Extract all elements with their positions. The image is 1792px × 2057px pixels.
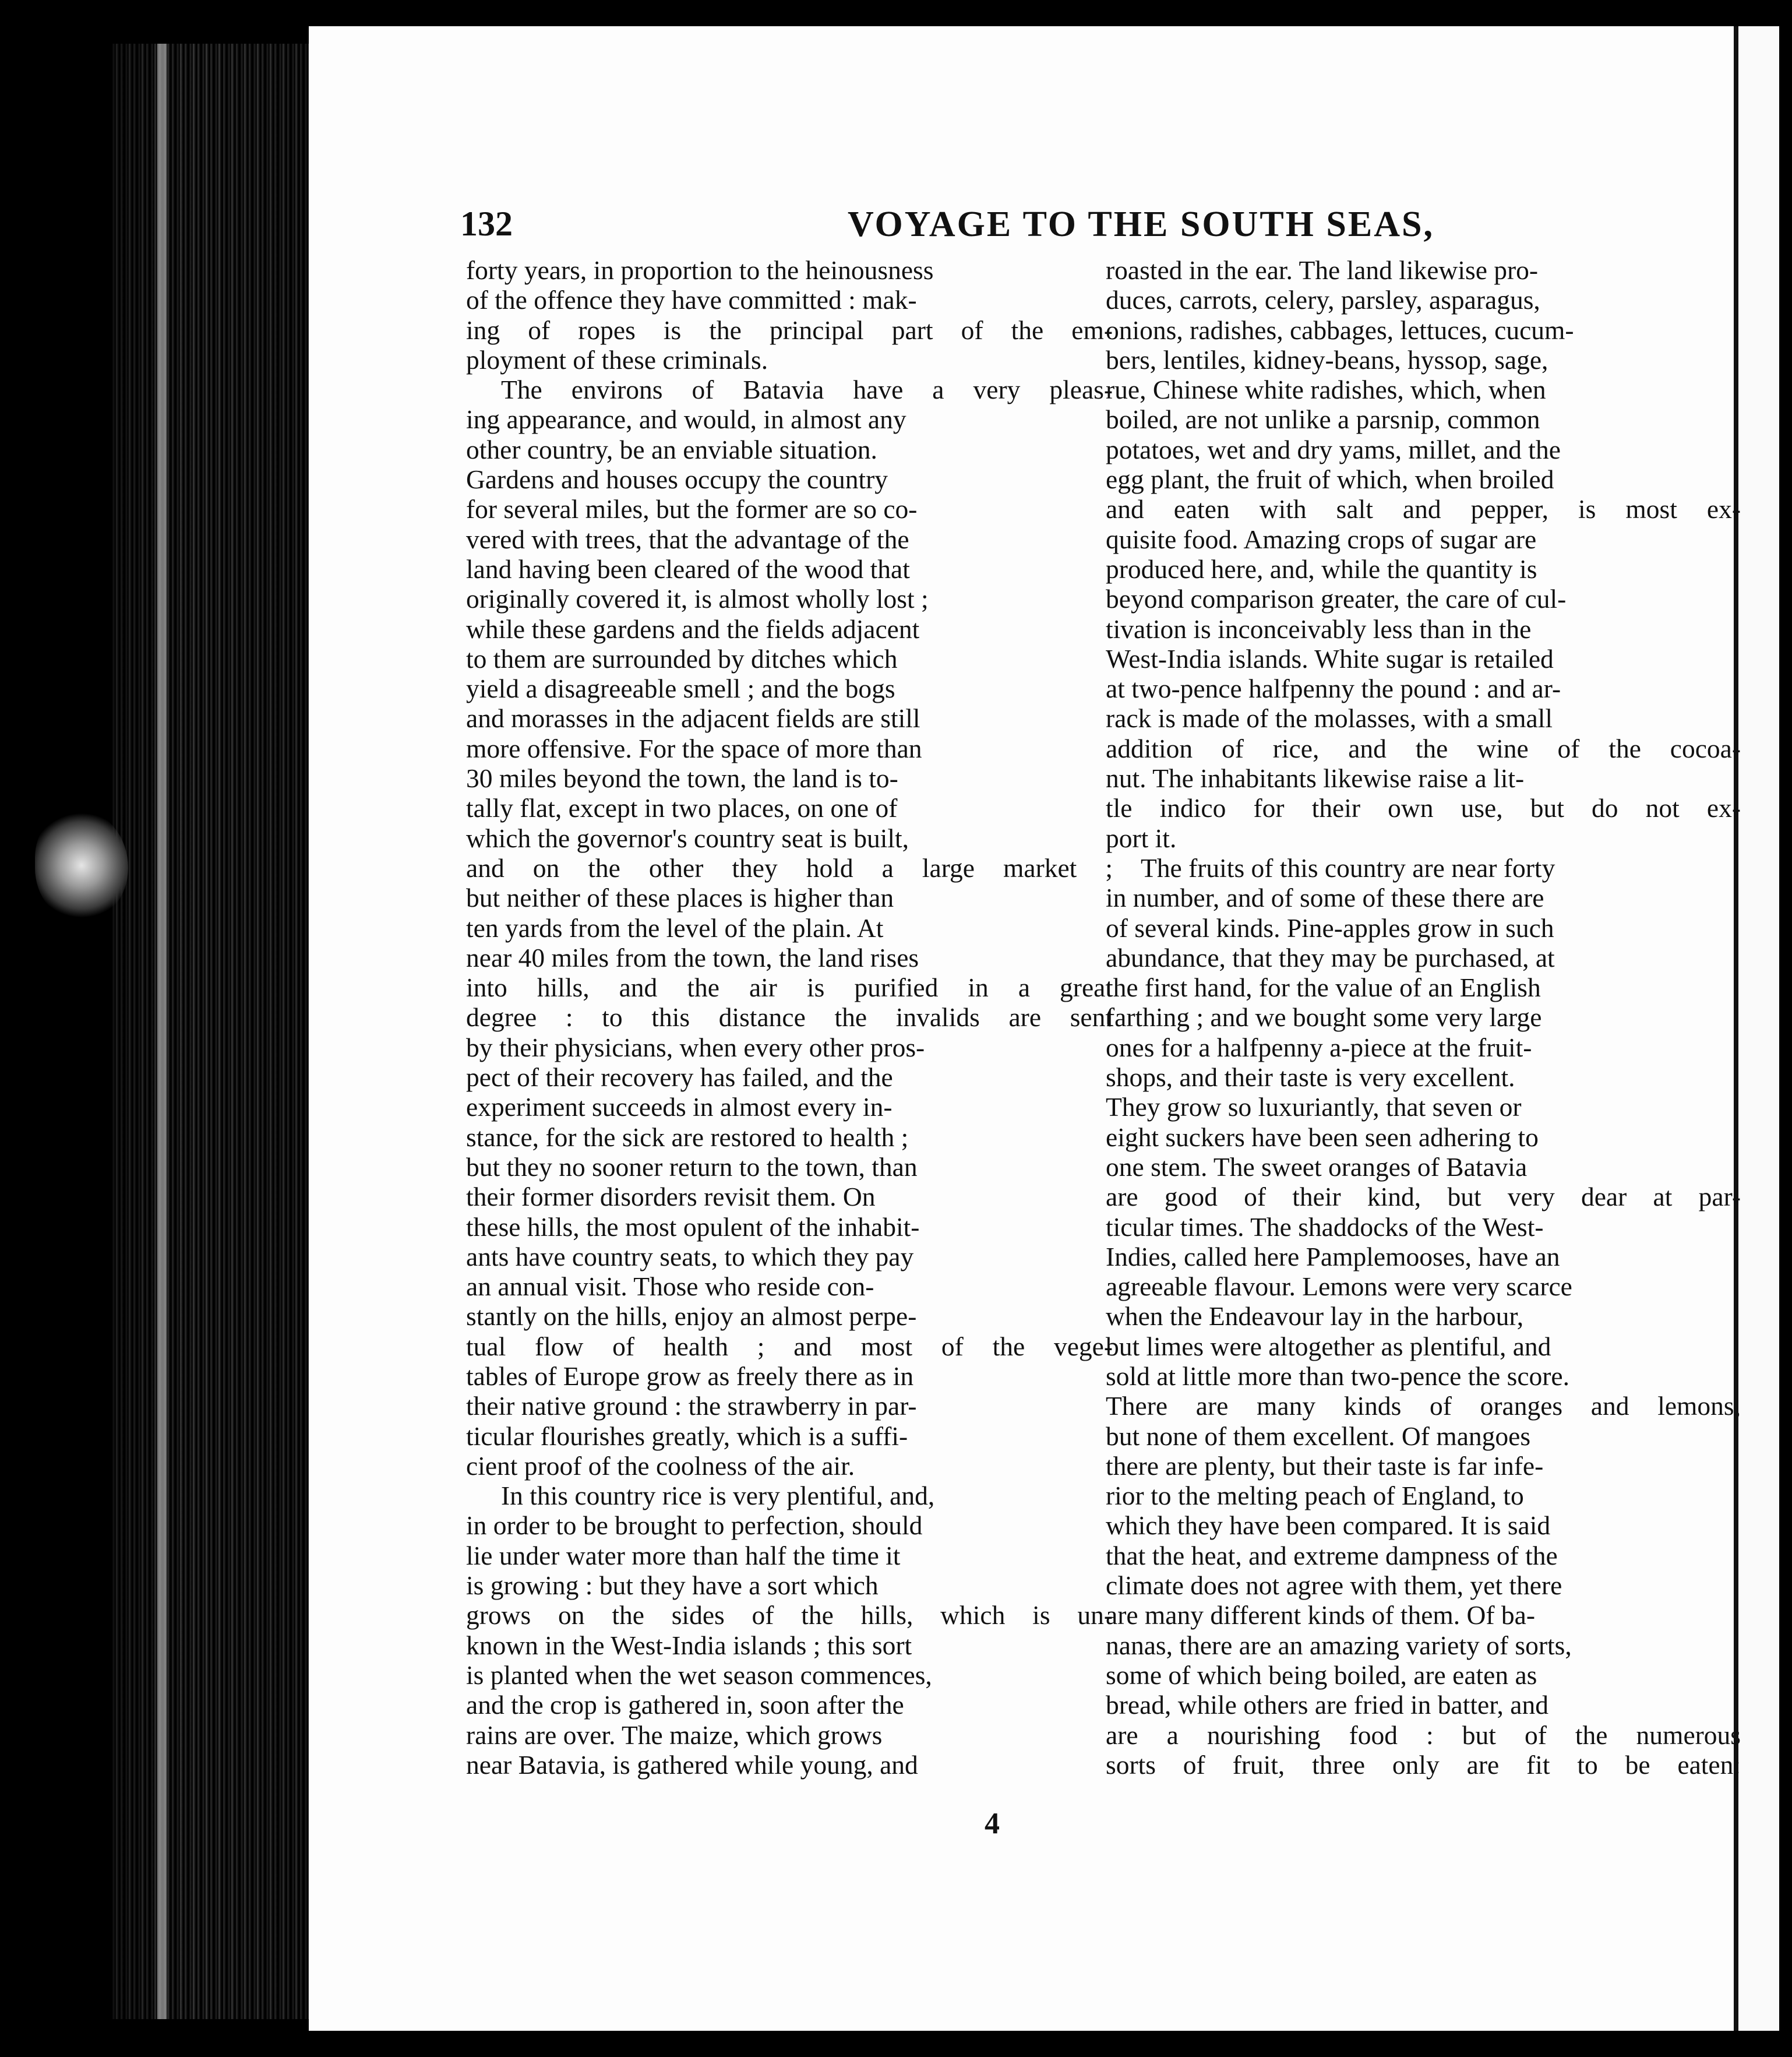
- text-line: tual flow of health ; and most of the vege-: [466, 1331, 1113, 1361]
- signature-mark: 4: [985, 1807, 1000, 1840]
- text-line: and the crop is gathered in, soon after the: [466, 1690, 904, 1720]
- text-line: of several kinds. Pine-apples grow in such: [1106, 913, 1554, 943]
- text-line: onions, radishes, cabbages, lettuces, cucum-: [1106, 315, 1574, 345]
- text-line: ticular times. The shaddocks of the West-: [1106, 1211, 1544, 1242]
- text-line: ticular flourishes greatly, which is a suffi-: [466, 1421, 908, 1451]
- text-line: are a nourishing food : but of the numerous: [1106, 1720, 1741, 1750]
- spine-shadow: [111, 44, 312, 2019]
- text-line: In this country rice is very plentiful, and,: [501, 1481, 935, 1511]
- text-line: are good of their kind, but very dear at par-: [1106, 1182, 1741, 1212]
- text-line: is planted when the wet season commences,: [466, 1660, 932, 1690]
- text-line: forty years, in proportion to the heinousness: [466, 255, 934, 285]
- text-line: ones for a halfpenny a-piece at the fruit-: [1106, 1032, 1532, 1062]
- right-column: [1106, 255, 1741, 1780]
- text-line: ten yards from the level of the plain. At: [466, 913, 884, 943]
- text-line: Gardens and houses occupy the country: [466, 464, 888, 495]
- text-line: near Batavia, is gathered while young, and: [466, 1749, 918, 1780]
- text-line: duces, carrots, celery, parsley, asparagus,: [1106, 285, 1540, 315]
- text-line: bread, while others are fried in batter, and: [1106, 1690, 1548, 1720]
- running-head: VOYAGE TO THE SOUTH SEAS,: [848, 205, 1434, 244]
- text-line: while these gardens and the fields adjacent: [466, 614, 920, 644]
- text-line: by their physicians, when every other pros-: [466, 1032, 925, 1062]
- text-line: in number, and of some of these there are: [1106, 883, 1544, 913]
- text-line: stance, for the sick are restored to health ;: [466, 1122, 909, 1152]
- text-line: ing appearance, and would, in almost any: [466, 404, 906, 435]
- text-line: and on the other they hold a large market ;: [466, 853, 1113, 883]
- text-line: rack is made of the molasses, with a small: [1106, 703, 1553, 734]
- text-line: land having been cleared of the wood that: [466, 554, 910, 584]
- text-line: bers, lentiles, kidney-beans, hyssop, sage,: [1106, 344, 1548, 375]
- text-line: some of which being boiled, are eaten as: [1106, 1660, 1537, 1690]
- text-line: which they have been compared. It is said: [1106, 1510, 1551, 1541]
- text-line: There are many kinds of oranges and lemons,: [1106, 1391, 1741, 1421]
- text-line: 30 miles beyond the town, the land is to-: [466, 763, 898, 794]
- text-line: yield a disagreeable smell ; and the bogs: [466, 674, 895, 704]
- text-line: cient proof of the coolness of the air.: [466, 1450, 855, 1481]
- text-line: tally flat, except in two places, on one of: [466, 793, 898, 823]
- text-line: agreeable flavour. Lemons were very scarce: [1106, 1271, 1572, 1302]
- text-line: grows on the sides of the hills, which is un-: [466, 1600, 1113, 1630]
- text-line: one stem. The sweet oranges of Batavia: [1106, 1151, 1528, 1182]
- text-line: but they no sooner return to the town, than: [466, 1151, 918, 1182]
- text-line: lie under water more than half the time it: [466, 1540, 901, 1570]
- text-line: into hills, and the air is purified in a great: [466, 973, 1113, 1003]
- text-line: farthing ; and we bought some very large: [1106, 1002, 1542, 1033]
- text-line: that the heat, and extreme dampness of the: [1106, 1540, 1558, 1570]
- text-line: these hills, the most opulent of the inhabit-: [466, 1211, 920, 1242]
- text-line: the first hand, for the value of an English: [1106, 973, 1541, 1003]
- text-line: rior to the melting peach of England, to: [1106, 1481, 1524, 1511]
- text-line: sorts of fruit, three only are fit to be eaten:: [1106, 1749, 1741, 1780]
- text-line: tle indico for their own use, but do not ex-: [1106, 793, 1741, 823]
- text-line: beyond comparison greater, the care of cul-: [1106, 584, 1567, 614]
- text-line: other country, be an enviable situation.: [466, 434, 877, 464]
- text-line: quisite food. Amazing crops of sugar are: [1106, 524, 1537, 554]
- text-line: originally covered it, is almost wholly lost ;: [466, 584, 929, 614]
- text-line: rue, Chinese white radishes, which, when: [1106, 375, 1546, 405]
- text-line: degree : to this distance the invalids are sent: [466, 1002, 1113, 1033]
- text-line: and morasses in the adjacent fields are still: [466, 703, 920, 734]
- text-line: known in the West-India islands ; this sort: [466, 1630, 912, 1660]
- text-line: stantly on the hills, enjoy an almost perpe-: [466, 1301, 917, 1332]
- text-line: an annual visit. Those who reside con-: [466, 1271, 874, 1302]
- text-line: to them are surrounded by ditches which: [466, 643, 898, 674]
- text-line: but none of them excellent. Of mangoes: [1106, 1421, 1531, 1451]
- text-line: for several miles, but the former are so co-: [466, 494, 918, 524]
- text-line: They grow so luxuriantly, that seven or: [1106, 1092, 1522, 1122]
- text-line: which the governor's country seat is built,: [466, 823, 909, 853]
- text-line: at two-pence halfpenny the pound : and ar-: [1106, 674, 1561, 704]
- text-line: their former disorders revisit them. On: [466, 1182, 876, 1212]
- text-line: ployment of these criminals.: [466, 344, 768, 375]
- text-line: of the offence they have committed : mak-: [466, 285, 917, 315]
- text-line: nanas, there are an amazing variety of sorts,: [1106, 1630, 1572, 1660]
- text-line: shops, and their taste is very excellent.: [1106, 1062, 1515, 1093]
- text-line: but limes were altogether as plentiful, and: [1106, 1331, 1551, 1361]
- text-line: The fruits of this country are near forty: [1141, 853, 1555, 883]
- text-line: sold at little more than two-pence the score.: [1106, 1361, 1569, 1391]
- text-line: roasted in the ear. The land likewise pro-: [1106, 255, 1539, 285]
- text-line: in order to be brought to perfection, should: [466, 1510, 923, 1541]
- text-line: is growing : but they have a sort which: [466, 1570, 879, 1601]
- text-line: but neither of these places is higher than: [466, 883, 894, 913]
- text-line: near 40 miles from the town, the land rises: [466, 942, 919, 973]
- text-line: nut. The inhabitants likewise raise a lit-: [1106, 763, 1525, 794]
- text-line: The environs of Batavia have a very pleas-: [501, 375, 1113, 405]
- text-line: are many different kinds of them. Of ba-: [1106, 1600, 1536, 1630]
- text-line: addition of rice, and the wine of the cocoa-: [1106, 733, 1741, 763]
- text-line: West-India islands. White sugar is retailed: [1106, 643, 1554, 674]
- text-line: vered with trees, that the advantage of the: [466, 524, 909, 554]
- text-line: abundance, that they may be purchased, at: [1106, 942, 1555, 973]
- text-line: pect of their recovery has failed, and the: [466, 1062, 893, 1093]
- text-line: produced here, and, while the quantity is: [1106, 554, 1537, 584]
- text-line: more offensive. For the space of more than: [466, 733, 922, 763]
- text-line: potatoes, wet and dry yams, millet, and the: [1106, 434, 1561, 464]
- text-line: boiled, are not unlike a parsnip, common: [1106, 404, 1540, 435]
- page-number: 132: [460, 205, 513, 243]
- text-line: climate does not agree with them, yet there: [1106, 1570, 1562, 1601]
- left-column: [466, 255, 1113, 1780]
- text-line: port it.: [1106, 823, 1177, 853]
- text-line: ing of ropes is the principal part of the em-: [466, 315, 1113, 345]
- text-line: and eaten with salt and pepper, is most ex-: [1106, 494, 1741, 524]
- text-line: their native ground : the strawberry in par-: [466, 1391, 917, 1421]
- text-line: when the Endeavour lay in the harbour,: [1106, 1301, 1524, 1332]
- page-edge-highlight: [157, 44, 167, 2019]
- text-line: rains are over. The maize, which grows: [466, 1720, 883, 1750]
- text-line: egg plant, the fruit of which, when broiled: [1106, 464, 1554, 495]
- text-line: tables of Europe grow as freely there as in: [466, 1361, 914, 1391]
- text-line: eight suckers have been seen adhering to: [1106, 1122, 1539, 1152]
- page-header: [460, 204, 1742, 262]
- text-line: experiment succeeds in almost every in-: [466, 1092, 893, 1122]
- text-line: ants have country seats, to which they pay: [466, 1241, 914, 1271]
- text-line: tivation is inconceivably less than in the: [1106, 614, 1532, 644]
- text-line: Indies, called here Pamplemooses, have an: [1106, 1241, 1560, 1271]
- text-line: there are plenty, but their taste is far infe-: [1106, 1450, 1544, 1481]
